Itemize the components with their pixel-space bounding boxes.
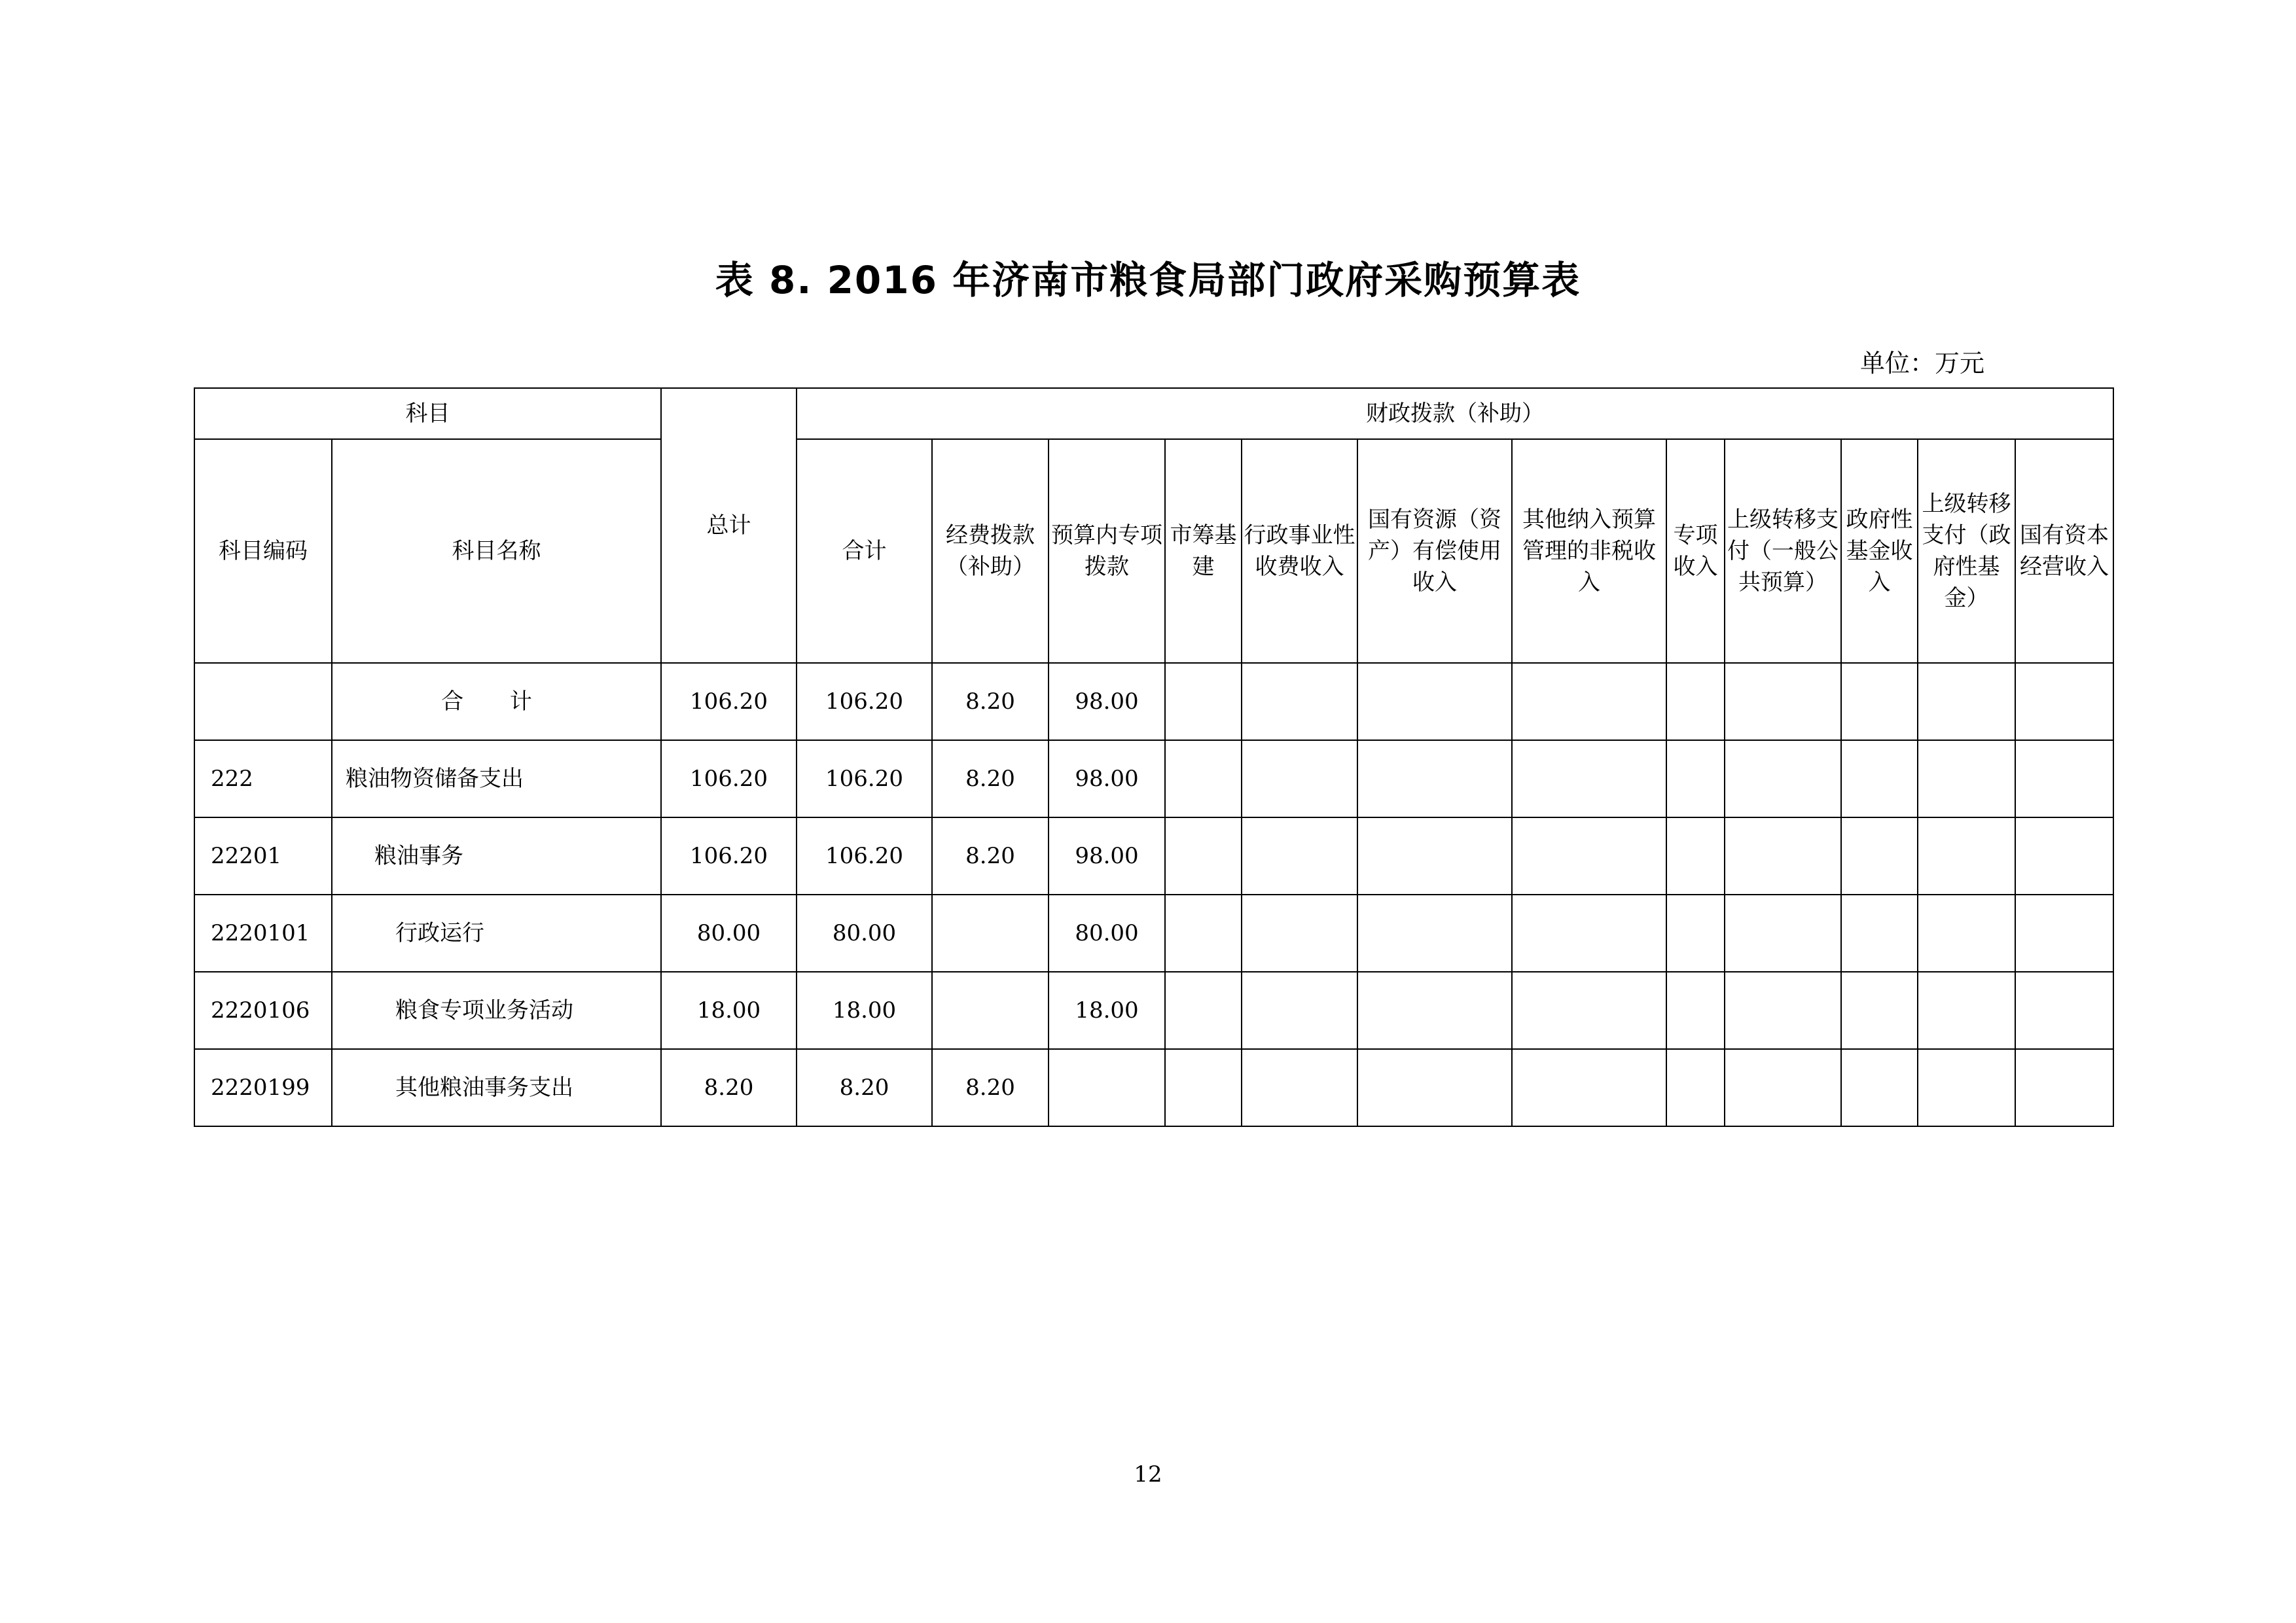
- fiscal-value-cell: [1165, 740, 1242, 817]
- table-row: [194, 1049, 2113, 1126]
- fiscal-value-cell: [1918, 663, 2015, 740]
- fiscal-value-cell: [1918, 740, 2015, 817]
- subject-name-cell: 合 计: [332, 663, 661, 740]
- fiscal-value-cell: [1725, 1049, 1841, 1126]
- header-subject-code: 科目编码: [194, 439, 332, 663]
- fiscal-value-cell: [1841, 663, 1918, 740]
- fiscal-value-cell: 106.20: [797, 740, 932, 817]
- header-fiscal-col: 国有资本经营收入: [2015, 439, 2113, 663]
- fiscal-value-cell: 8.20: [932, 663, 1049, 740]
- fiscal-value-cell: [1357, 895, 1512, 972]
- fiscal-value-cell: [2015, 663, 2113, 740]
- fiscal-value-cell: [1918, 972, 2015, 1049]
- fiscal-value-cell: 8.20: [932, 817, 1049, 895]
- fiscal-value-cell: [1666, 817, 1725, 895]
- page-number: 12: [1134, 1461, 1162, 1488]
- fiscal-value-cell: [1242, 972, 1357, 1049]
- fiscal-value-cell: 106.20: [797, 817, 932, 895]
- fiscal-value-cell: [1918, 817, 2015, 895]
- fiscal-value-cell: [1165, 1049, 1242, 1126]
- fiscal-value-cell: 98.00: [1049, 663, 1165, 740]
- total-cell: 106.20: [661, 740, 797, 817]
- unit-label: 单位：万元: [1859, 349, 1984, 378]
- fiscal-value-cell: [1666, 1049, 1725, 1126]
- fiscal-value-cell: [1165, 972, 1242, 1049]
- fiscal-value-cell: [2015, 972, 2113, 1049]
- fiscal-value-cell: 106.20: [797, 663, 932, 740]
- fiscal-value-cell: 8.20: [797, 1049, 932, 1126]
- total-cell: 18.00: [661, 972, 797, 1049]
- fiscal-value-cell: [1357, 817, 1512, 895]
- fiscal-value-cell: [2015, 1049, 2113, 1126]
- fiscal-value-cell: [1357, 740, 1512, 817]
- fiscal-value-cell: [1165, 663, 1242, 740]
- header-fiscal-group: 财政拨款（补助）: [797, 388, 2113, 439]
- fiscal-value-cell: 80.00: [1049, 895, 1165, 972]
- subject-code-cell: 22201: [194, 817, 332, 895]
- fiscal-value-cell: [1242, 740, 1357, 817]
- fiscal-value-cell: [1242, 895, 1357, 972]
- header-subject-group: 科目: [194, 388, 661, 439]
- subject-code-cell: 2220106: [194, 972, 332, 1049]
- header-fiscal-col: 市筹基建: [1165, 439, 1242, 663]
- fiscal-value-cell: [1666, 972, 1725, 1049]
- fiscal-value-cell: [1666, 895, 1725, 972]
- fiscal-value-cell: [1512, 1049, 1666, 1126]
- fiscal-value-cell: [1357, 972, 1512, 1049]
- fiscal-value-cell: [1841, 1049, 1918, 1126]
- header-fiscal-col: 预算内专项拨款: [1049, 439, 1165, 663]
- table-row: [194, 817, 2113, 895]
- fiscal-value-cell: 8.20: [932, 740, 1049, 817]
- fiscal-value-cell: [1725, 895, 1841, 972]
- header-subject-name: 科目名称: [332, 439, 661, 663]
- table-row: [194, 972, 2113, 1049]
- fiscal-value-cell: [1666, 740, 1725, 817]
- fiscal-value-cell: [1165, 817, 1242, 895]
- header-fiscal-col: 国有资源（资产）有偿使用收入: [1357, 439, 1512, 663]
- header-fiscal-col: 其他纳入预算管理的非税收入: [1512, 439, 1666, 663]
- header-fiscal-col: 上级转移支付（一般公共预算）: [1725, 439, 1841, 663]
- fiscal-value-cell: [1512, 663, 1666, 740]
- fiscal-value-cell: 18.00: [797, 972, 932, 1049]
- total-cell: 106.20: [661, 817, 797, 895]
- fiscal-value-cell: [2015, 817, 2113, 895]
- fiscal-value-cell: [1512, 972, 1666, 1049]
- page-title: 表 8. 2016 年济南市粮食局部门政府采购预算表: [715, 258, 1581, 302]
- total-cell: 106.20: [661, 663, 797, 740]
- total-cell: 8.20: [661, 1049, 797, 1126]
- fiscal-value-cell: [1725, 740, 1841, 817]
- fiscal-value-cell: [1841, 817, 1918, 895]
- fiscal-value-cell: [1049, 1049, 1165, 1126]
- fiscal-value-cell: [1725, 972, 1841, 1049]
- fiscal-value-cell: 98.00: [1049, 817, 1165, 895]
- fiscal-value-cell: 98.00: [1049, 740, 1165, 817]
- subject-name-cell: 粮食专项业务活动: [332, 972, 661, 1049]
- header-fiscal-col: 经费拨款（补助）: [932, 439, 1049, 663]
- subject-name-cell: 行政运行: [332, 895, 661, 972]
- subject-code-cell: 2220101: [194, 895, 332, 972]
- subject-name-cell: 粮油事务: [332, 817, 661, 895]
- fiscal-value-cell: [932, 972, 1049, 1049]
- subject-name-cell: 其他粮油事务支出: [332, 1049, 661, 1126]
- fiscal-value-cell: [1841, 895, 1918, 972]
- fiscal-value-cell: [1725, 817, 1841, 895]
- fiscal-value-cell: [1357, 1049, 1512, 1126]
- table-row: [194, 663, 2113, 740]
- fiscal-value-cell: [1512, 895, 1666, 972]
- header-fiscal-col: 专项收入: [1666, 439, 1725, 663]
- fiscal-value-cell: 18.00: [1049, 972, 1165, 1049]
- fiscal-value-cell: [1242, 1049, 1357, 1126]
- fiscal-value-cell: [1165, 895, 1242, 972]
- fiscal-value-cell: [1242, 817, 1357, 895]
- total-cell: 80.00: [661, 895, 797, 972]
- header-fiscal-col: 上级转移支付（政府性基金）: [1918, 439, 2015, 663]
- fiscal-value-cell: [1841, 740, 1918, 817]
- fiscal-value-cell: [1918, 1049, 2015, 1126]
- table-body: [194, 663, 2113, 1126]
- fiscal-value-cell: [1841, 972, 1918, 1049]
- table-row: [194, 895, 2113, 972]
- subject-code-cell: 222: [194, 740, 332, 817]
- fiscal-value-cell: [1357, 663, 1512, 740]
- fiscal-value-cell: [1725, 663, 1841, 740]
- fiscal-value-cell: [2015, 740, 2113, 817]
- header-fiscal-col: 政府性基金收入: [1841, 439, 1918, 663]
- subject-code-cell: 2220199: [194, 1049, 332, 1126]
- header-total: 总计: [661, 388, 797, 663]
- table-row: [194, 740, 2113, 817]
- fiscal-value-cell: [1666, 663, 1725, 740]
- fiscal-value-cell: 80.00: [797, 895, 932, 972]
- fiscal-value-cell: [1512, 817, 1666, 895]
- budget-table: [194, 387, 2114, 1127]
- subject-code-cell: [194, 663, 332, 740]
- fiscal-value-cell: [1918, 895, 2015, 972]
- fiscal-value-cell: [932, 895, 1049, 972]
- header-fiscal-col: 合计: [797, 439, 932, 663]
- fiscal-value-cell: [2015, 895, 2113, 972]
- header-row-columns: [194, 439, 2113, 663]
- header-fiscal-col: 行政事业性收费收入: [1242, 439, 1357, 663]
- header-row-group: [194, 388, 2113, 439]
- fiscal-value-cell: 8.20: [932, 1049, 1049, 1126]
- fiscal-value-cell: [1512, 740, 1666, 817]
- subject-name-cell: 粮油物资储备支出: [332, 740, 661, 817]
- fiscal-value-cell: [1242, 663, 1357, 740]
